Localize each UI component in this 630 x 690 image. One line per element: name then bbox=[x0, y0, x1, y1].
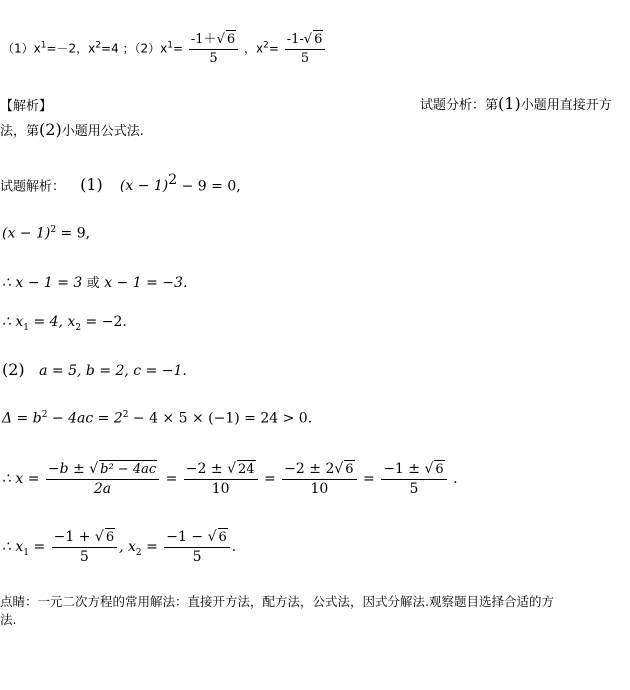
solution-line-2: $(x - 1)^2 = 9$, bbox=[2, 225, 91, 242]
solution-line-6: $\Delta = b^2 - 4ac = 2^2 - 4 \times 5 \times (-1) = 24 > 0$. bbox=[2, 410, 313, 427]
root-fraction-1: $\frac{-1 + √ 6}{5}$ bbox=[52, 528, 117, 566]
root-fraction-2: $\frac{-1 - √ 6}{5}$ bbox=[164, 528, 229, 566]
solution-line-1: 试题解析： (1) $(x - 1)^2 - 9 = 0$, bbox=[0, 172, 241, 195]
solution-line-3: ∴ x − 1 = 3 或 x − 1 = −3. bbox=[2, 275, 188, 291]
comment-line-1: 点睛：一元二次方程的常用解法：直接开方法，配方法，公式法，因式分解法.观察题目选择合适的方 bbox=[0, 594, 554, 609]
analysis-text-right: 试题分析：第(1)小题用直接开方 bbox=[420, 94, 612, 113]
formula-fraction-4: $\frac{-1 \pm √ 6}{5}$ bbox=[381, 460, 446, 498]
formula-fraction-2: $\frac{-2 \pm √ 24}{10}$ bbox=[184, 460, 258, 498]
analysis-text-line2: 法，第(2)小题用公式法. bbox=[0, 120, 144, 139]
solution-line-5: (2) a = 5, b = 2, c = −1. bbox=[2, 360, 187, 379]
answer-line: $(1)x^1=-2$，$x^2=4$ ；$(2)x^1=$ $\frac{-1+√ 6}{5}$ ，$x^2=$ $\frac{-1-√ 6}{5}$ bbox=[2, 30, 327, 68]
answer-fraction-1: $\frac{-1+√ 6}{5}$ bbox=[189, 30, 238, 68]
formula-fraction-1: $\frac{\text{−b ± √ b² − 4ac}}{2a}$ bbox=[46, 460, 159, 498]
solution-line-8: ∴ $x_1$ = $\frac{-1 + √ 6}{5}$ , $x_2$ = $\frac{-1 - √ 6}{5}$ . bbox=[2, 529, 237, 565]
solution-line-7: ∴ x = $\frac{\text{−b ± √ b² − 4ac}}{2a}$ = $\frac{-2 \pm √ 24}{10}$ = $\frac{-2 \pm 2√ 6}{10}$ = $\frac{-1 \pm √ 6}{5}$ . bbox=[2, 461, 458, 497]
analysis-heading: 【解析】 bbox=[0, 99, 53, 114]
solution-line-4: ∴ $x_1 = 4$, $x_2 = -2$. bbox=[2, 314, 127, 333]
comment-line-2: 法. bbox=[0, 612, 17, 627]
answer-fraction-2: $\frac{-1-√ 6}{5}$ bbox=[285, 30, 326, 68]
formula-fraction-3: $\frac{-2 \pm 2√ 6}{10}$ bbox=[282, 460, 356, 498]
